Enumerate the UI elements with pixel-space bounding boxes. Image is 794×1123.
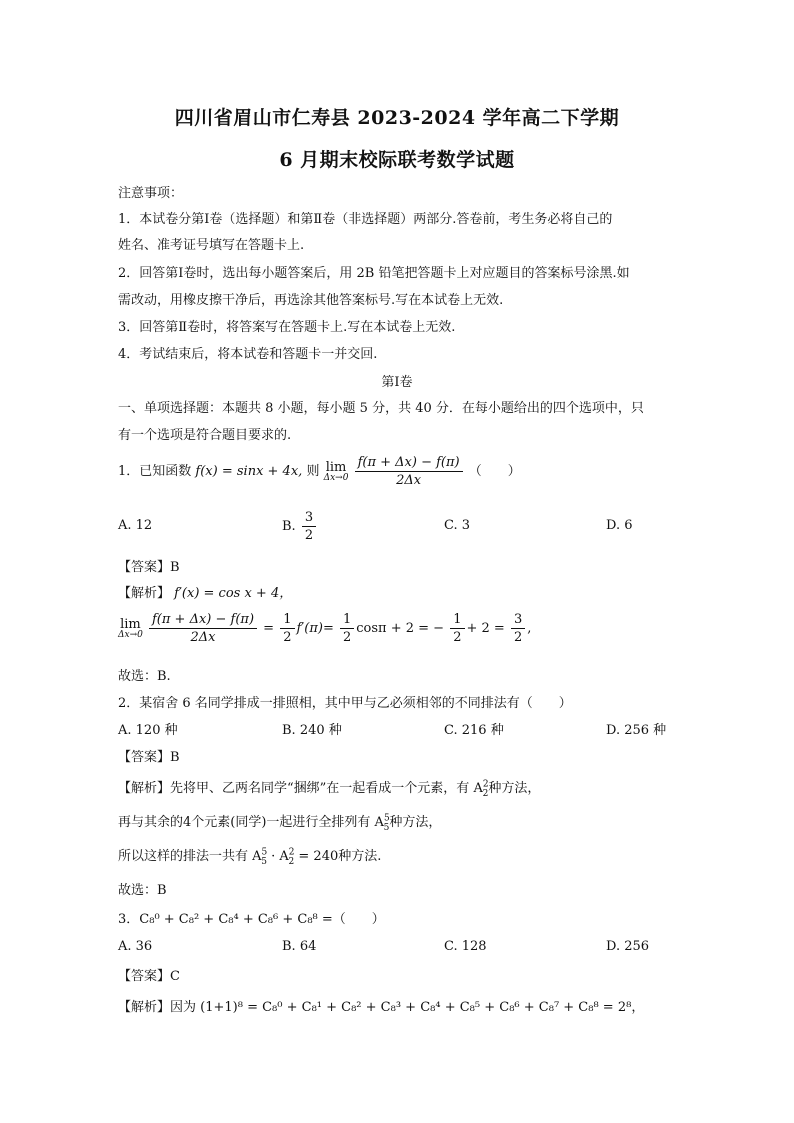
q1-eq-numerator: f(π + Δx) − f(π) — [149, 612, 257, 629]
question-3-stem — [118, 908, 385, 927]
q3-analysis-label: 【解析】 — [118, 1000, 171, 1015]
q1-option-d: D. 6 — [606, 518, 633, 533]
q1-eq-r4-den: 2 — [513, 630, 523, 645]
q2-a3-mid: · A — [267, 849, 289, 864]
q2-a3-sub1: 5 — [261, 856, 267, 867]
q1-eq-r2-num: 1 — [340, 612, 354, 629]
q1-equation — [118, 612, 531, 645]
q2-analysis-label: 【解析】 — [118, 781, 171, 796]
q1-eq-end: , — [527, 621, 532, 636]
q1-eq-r1-num: 1 — [280, 612, 294, 629]
q1-eq-fraction — [149, 612, 257, 645]
q1-answer: 【答案】B — [118, 560, 180, 575]
note-2a: 2．回答第Ⅰ卷时，选出每小题答案后，用 2B 铅笔把答题卡上对应题目的答案标号涂黑.如 — [118, 266, 630, 281]
q2-option-a: A. 120 种 — [118, 723, 178, 738]
q1-then: 则 — [306, 464, 320, 479]
question-1-stem — [118, 455, 521, 488]
volume-heading: 第Ⅰ卷 — [381, 375, 413, 390]
q1-blank: （ ） — [468, 464, 521, 479]
q1-limit — [324, 461, 349, 483]
note-1b: 姓名、准考证号填写在答题卡上. — [118, 238, 305, 253]
q1-eq-lim-text: lim — [120, 616, 141, 632]
q1-option-a: A. 12 — [118, 518, 153, 533]
q2-a2-sub: 5 — [383, 822, 390, 833]
note-4: 4．考试结束后，将本试卷和答题卡一并交回. — [118, 347, 378, 362]
q1-eq-limit — [118, 618, 143, 640]
q1-option-b-num: 3 — [302, 510, 316, 527]
q1-analysis-label: 【解析】 — [118, 586, 171, 601]
q2-a3-sup1: 5 — [261, 847, 268, 858]
q2-a2-tail: 种方法， — [389, 815, 442, 830]
q2-a1-text: 先将甲、乙两名同学“捆绑”在一起看成一个元素，有 A — [170, 781, 483, 796]
q1-eq-r4-num: 3 — [511, 612, 525, 629]
q1-function: f(x) = sinx + 4x, — [195, 464, 303, 479]
q2-a3-sup2: 2 — [288, 847, 295, 858]
q3-option-c: C. 128 — [444, 939, 487, 954]
q1-option-b-label: B. — [282, 519, 296, 534]
q1-fraction — [355, 455, 463, 488]
page-title-line1: 四川省眉山市仁寿县 2023-2024 学年高二下学期 — [174, 107, 620, 129]
q2-a2-sup: 5 — [383, 813, 390, 824]
note-2b: 需改动，用橡皮擦干净后，再选涂其他答案标号.写在本试卷上无效. — [118, 293, 504, 308]
q3-option-b: B. 64 — [282, 939, 317, 954]
q1-lim-text: lim — [325, 459, 347, 475]
note-3: 3．回答第Ⅱ卷时，将答案写在答题卡上.写在本试卷上无效. — [118, 320, 456, 335]
q1-eq-r1 — [280, 612, 294, 645]
q1-option-b-fraction — [302, 510, 316, 543]
q2-analysis-line2 — [118, 811, 441, 833]
q1-denominator: 2Δx — [396, 473, 422, 488]
q1-numerator: f(π + Δx) − f(π) — [355, 455, 463, 472]
q3-number: 3． — [118, 912, 140, 927]
q3-analysis-line1: 因为 (1+1)⁸ = C₈⁰ + C₈¹ + C₈² + C₈³ + C₈⁴ + C₈⁵ + C₈⁶ + C₈⁷ + C₈⁸ = 2⁸， — [170, 1000, 645, 1015]
q1-option-c: C. 3 — [444, 518, 471, 533]
q1-conclusion: 故选：B. — [118, 669, 171, 684]
page-title-line2: 6 月期末校际联考数学试题 — [279, 149, 515, 171]
q2-a3-tail: = 240种方法. — [294, 849, 382, 864]
section-instructions-b: 有一个选项是符合题目要求的. — [118, 428, 292, 443]
section-instructions-a: 一、单项选择题：本题共 8 小题，每小题 5 分，共 40 分．在每小题给出的四个选项中，只 — [118, 401, 644, 416]
q3-analysis — [118, 996, 644, 1015]
q2-answer: 【答案】B — [118, 750, 180, 765]
q2-conclusion: 故选：B — [118, 883, 167, 898]
q1-eq-r3-tail: + 2 = — [466, 621, 505, 636]
q1-eq-r1-den: 2 — [283, 630, 292, 645]
q1-eq-equals: = — [263, 621, 275, 636]
q2-a2-text: 再与其余的4个元素(同学)一起进行全排列有 A — [118, 815, 384, 830]
q1-eq-r2-den: 2 — [342, 630, 352, 645]
q1-analysis — [118, 582, 292, 601]
q1-eq-r3-num: 1 — [450, 612, 464, 629]
q1-eq-r3-den: 2 — [453, 630, 462, 645]
q2-a1-tail: 种方法， — [488, 781, 541, 796]
note-1a: 1．本试卷分第Ⅰ卷（选择题）和第Ⅱ卷（非选择题）两部分.答卷前，考生务必将自己的 — [118, 212, 613, 227]
q2-a1-sup: 2 — [482, 779, 489, 790]
q1-prefix: 1．已知函数 — [118, 464, 192, 479]
q1-eq-r2-tail: cosπ + 2 = − — [356, 621, 445, 636]
q2-a1-sub: 2 — [482, 788, 489, 799]
q2-analysis-line3 — [118, 845, 381, 867]
q2-a3-sub2: 2 — [288, 856, 295, 867]
q1-analysis-line1: f′(x) = cos x + 4， — [174, 586, 293, 601]
q2-option-d: D. 256 种 — [606, 723, 667, 738]
q3-option-a: A. 36 — [118, 939, 153, 954]
q3-expression: C₈⁰ + C₈² + C₈⁴ + C₈⁶ + C₈⁸ =（ ） — [139, 912, 385, 927]
q1-eq-r3 — [450, 612, 464, 645]
q3-option-d: D. 256 — [606, 939, 650, 954]
question-2-stem: 2．某宿舍 6 名同学排成一排照相，其中甲与乙必须相邻的不同排法有（ ） — [118, 696, 572, 711]
q1-option-b-den: 2 — [304, 528, 314, 543]
q1-lim-sub: Δx→0 — [323, 472, 349, 483]
q1-option-b — [282, 510, 318, 543]
q1-eq-r4 — [511, 612, 525, 645]
q2-option-b: B. 240 种 — [282, 723, 342, 738]
q1-eq-lim-sub: Δx→0 — [118, 629, 143, 640]
q2-option-c: C. 216 种 — [444, 723, 504, 738]
q1-eq-denominator: 2Δx — [190, 630, 216, 645]
q1-eq-r2 — [340, 612, 354, 645]
notes-heading: 注意事项： — [118, 186, 184, 201]
q3-answer: 【答案】C — [118, 969, 180, 984]
q2-analysis-line1 — [118, 777, 540, 799]
q2-a3-text: 所以这样的排法一共有 A — [118, 849, 262, 864]
q1-eq-r1-tail: f′(π)= — [296, 621, 334, 636]
